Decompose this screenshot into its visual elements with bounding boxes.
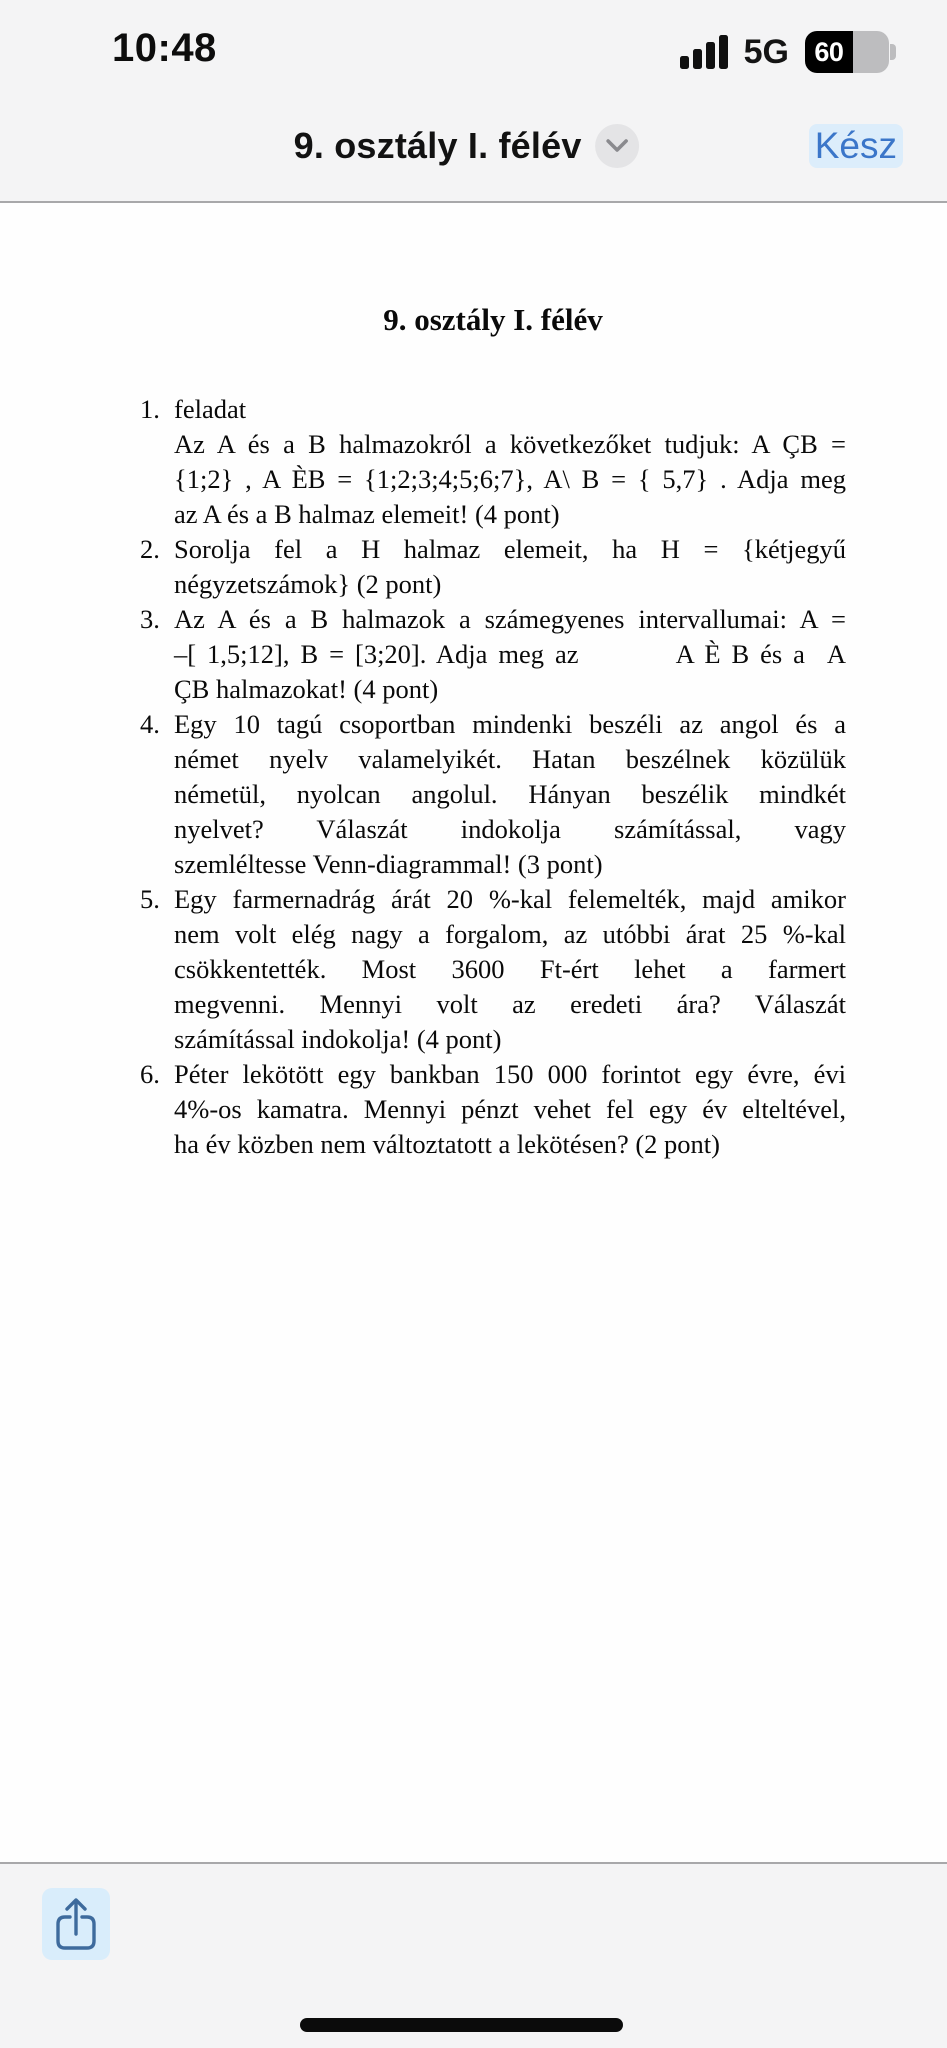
- problem-line: Egy 10 tagú csoportban mindenki beszéli az angol és a: [174, 709, 846, 739]
- problem-line: Péter lekötött egy bankban 150 000 forintot egy évre, évi: [174, 1059, 846, 1089]
- problem-item: [140, 602, 846, 707]
- problem-line: szemléltesse Venn-diagrammal! (3 pont): [174, 849, 603, 879]
- problem-line: az A és a B halmaz elemeit! (4 pont): [174, 499, 560, 529]
- nav-title: 9. osztály I. félév: [293, 124, 582, 166]
- chevron-down-icon: [596, 124, 640, 168]
- problem-line: nem volt elég nagy a forgalom, az utóbbi árat 25 %-kal: [174, 919, 846, 949]
- problem-line: német nyelv valamelyikét. Hatan beszélnek közülük: [174, 744, 846, 774]
- problem-number: 2.: [140, 534, 160, 564]
- battery-level: 60: [805, 31, 853, 73]
- problem-line: 4%-os kamatra. Mennyi pénzt vehet fel egy év elteltével,: [174, 1094, 846, 1124]
- problem-number: 6.: [140, 1059, 160, 1089]
- problem-line: feladat: [174, 394, 247, 424]
- problem-item: [140, 532, 846, 602]
- battery-icon: [805, 31, 889, 73]
- header: [0, 0, 947, 203]
- problem-item: [140, 1057, 846, 1162]
- problem-line: {1;2} , A ÈB = {1;2;3;4;5;6;7}, A\ B = { 5,7} . Adja meg: [174, 464, 846, 494]
- problem-line: számítással indokolja! (4 pont): [174, 1024, 502, 1054]
- problem-line: Az A és a B halmazok a számegyenes intervallumai: A =: [174, 604, 846, 634]
- bottom-toolbar: [0, 1862, 947, 2048]
- problem-line: csökkentették. Most 3600 Ft-ért lehet a farmert: [174, 954, 846, 984]
- document-title-menu[interactable]: [294, 124, 640, 168]
- problem-number: 1.: [140, 394, 160, 424]
- share-button[interactable]: [42, 1888, 110, 1960]
- network-type-label: 5G: [743, 32, 789, 71]
- page-title: 9. osztály I. félév: [383, 302, 603, 337]
- status-icons: [680, 30, 889, 74]
- problem-item: [140, 882, 846, 1057]
- problem-line: megvenni. Mennyi volt az eredeti ára? Válaszát: [174, 989, 846, 1019]
- document-page[interactable]: [0, 203, 947, 1862]
- problem-item: [140, 392, 846, 532]
- status-time: 10:48: [112, 26, 217, 70]
- home-indicator[interactable]: [300, 2018, 623, 2032]
- problem-line: Egy farmernadrág árát 20 %-kal felemelték, majd amikor: [174, 884, 846, 914]
- problem-line: németül, nyolcan angolul. Hányan beszélik mindkét: [174, 779, 846, 809]
- problem-list: [140, 392, 846, 1162]
- problem-line: nyelvet? Válaszát indokolja számítással, vagy: [174, 814, 846, 844]
- problem-line: ÇB halmazokat! (4 pont): [174, 674, 439, 704]
- problem-number: 3.: [140, 604, 160, 634]
- problem-line: Sorolja fel a H halmaz elemeit, ha H = {kétjegyű: [174, 534, 846, 564]
- nav-bar: [0, 90, 947, 201]
- problem-item: [140, 707, 846, 882]
- share-icon: [53, 1896, 99, 1952]
- problem-number: 4.: [140, 709, 160, 739]
- problem-number: 5.: [140, 884, 160, 914]
- problem-line: négyzetszámok} (2 pont): [174, 569, 442, 599]
- signal-strength-icon: [680, 35, 728, 69]
- problem-line: –[ 1,5;12], B = [3;20]. Adja meg az A È B és a A: [174, 639, 846, 669]
- status-bar: [0, 0, 947, 90]
- problem-line: ha év közben nem változtatott a lekötésen? (2 pont): [174, 1129, 720, 1159]
- problem-line: Az A és a B halmazokról a következőket tudjuk: A ÇB =: [174, 429, 846, 459]
- done-button[interactable]: Kész: [809, 124, 903, 168]
